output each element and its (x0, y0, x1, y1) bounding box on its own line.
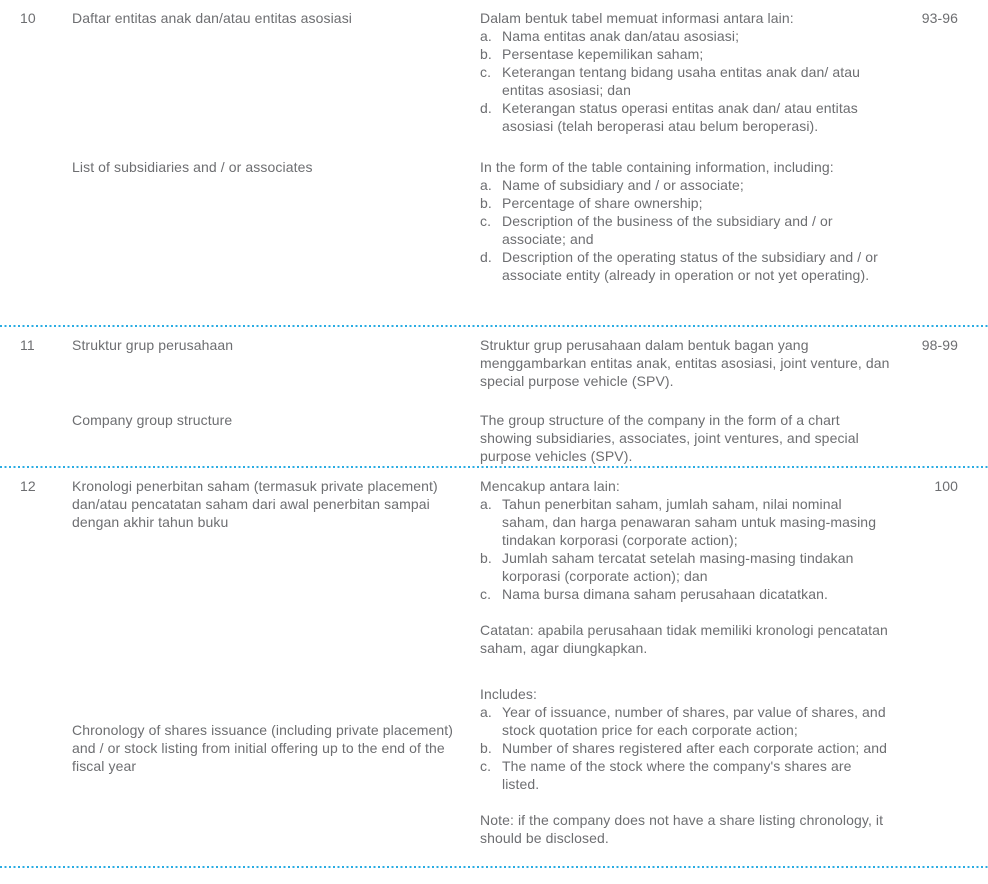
page-reference: 98-99 (921, 337, 958, 353)
item-letter: c. (480, 64, 492, 80)
list-item (480, 194, 890, 212)
title-id: Kronologi penerbitan saham (termasuk private placement) dan/atau pencatatan saham dari awal penerbitan sampai dengan akhir tahun buku (72, 478, 438, 530)
list-item (480, 27, 890, 45)
item-text: Keterangan status operasi entitas anak dan/ atau entitas asosiasi (telah beroperasi atau belum beroperasi). (502, 100, 858, 134)
title-id: Struktur grup perusahaan (72, 337, 234, 353)
criteria-row-12 (0, 468, 988, 868)
page-reference: 93-96 (921, 10, 958, 26)
list-item (480, 703, 890, 739)
page-reference: 100 (934, 478, 958, 494)
desc-intro-id: Struktur grup perusahaan dalam bentuk bagan yang menggambarkan entitas anak, entitas asosiasi, joint venture, dan special purpose vehicle (SPV). (480, 337, 890, 389)
item-text: Description of the operating status of the subsidiary and / or associate entity (already in operation or not yet operating). (502, 249, 878, 283)
item-letter: c. (480, 213, 492, 229)
list-item (480, 99, 890, 135)
list-item (480, 176, 890, 194)
item-letter: a. (480, 28, 492, 44)
description-id (480, 477, 890, 657)
item-letter: c. (480, 758, 492, 774)
item-letter: a. (480, 177, 492, 193)
criteria-row-10 (0, 0, 988, 327)
row-content (72, 336, 890, 468)
list-item (480, 495, 890, 549)
section-indonesian (72, 9, 890, 135)
title-id: Daftar entitas anak dan/atau entitas asosiasi (72, 10, 353, 26)
item-text: Year of issuance, number of shares, par value of shares, and stock quotation price for each corporate action; (502, 704, 886, 738)
list-item (480, 45, 890, 63)
list-item (480, 739, 890, 757)
row-content (72, 477, 890, 868)
list-item (480, 757, 890, 793)
description-en (480, 158, 890, 284)
item-letter: b. (480, 550, 492, 566)
section-indonesian (72, 336, 890, 390)
list-item (480, 212, 890, 248)
item-text: The name of the stock where the company's shares are listed. (502, 758, 852, 792)
section-indonesian (72, 477, 890, 657)
item-letter: b. (480, 740, 492, 756)
item-letter: d. (480, 100, 492, 116)
row-content (72, 9, 890, 327)
row-number: 11 (20, 337, 35, 353)
item-letter: d. (480, 249, 492, 265)
desc-intro-id: Mencakup antara lain: (480, 478, 620, 494)
item-text: Jumlah saham tercatat setelah masing-masing tindakan korporasi (corporate action); dan (502, 550, 854, 584)
title-en: Company group structure (72, 412, 233, 428)
row-number: 12 (20, 478, 36, 494)
desc-intro-id: Dalam bentuk tabel memuat informasi antara lain: (480, 10, 794, 26)
list-item (480, 248, 890, 284)
section-english (72, 685, 890, 847)
item-letter: b. (480, 46, 492, 62)
item-letter: c. (480, 586, 492, 602)
list-item (480, 549, 890, 585)
row-number: 10 (20, 10, 36, 26)
note-en: Note: if the company does not have a share listing chronology, it should be disclosed. (480, 812, 884, 846)
item-letter: a. (480, 704, 492, 720)
desc-intro-en: In the form of the table containing information, including: (480, 159, 834, 175)
item-text: Percentage of share ownership; (502, 195, 703, 211)
note-id: Catatan: apabila perusahaan tidak memiliki kronologi pencatatan saham, agar diungkapkan. (480, 622, 888, 656)
description-id (480, 9, 890, 135)
list-item (480, 63, 890, 99)
section-english (72, 411, 890, 465)
item-text: Persentase kepemilikan saham; (502, 46, 704, 62)
desc-intro-en: Includes: (480, 686, 537, 702)
criteria-row-11 (0, 327, 988, 468)
description-en (480, 411, 890, 465)
title-en: List of subsidiaries and / or associates (72, 159, 313, 175)
list-item (480, 585, 890, 603)
item-text: Nama bursa dimana saham perusahaan dicatatkan. (502, 586, 829, 602)
title-en: Chronology of shares issuance (including private placement) and / or stock listing from initial offering up to the end of the fiscal year (72, 722, 453, 774)
item-text: Number of shares registered after each corporate action; and (502, 740, 887, 756)
item-letter: b. (480, 195, 492, 211)
description-en (480, 685, 890, 847)
item-text: Name of subsidiary and / or associate; (502, 177, 744, 193)
item-text: Tahun penerbitan saham, jumlah saham, nilai nominal saham, dan harga penawaran saham untuk masing-masing tindakan korporasi (corporate action); (502, 496, 877, 548)
item-text: Nama entitas anak dan/atau asosiasi; (502, 28, 740, 44)
section-english (72, 158, 890, 284)
item-letter: a. (480, 496, 492, 512)
desc-intro-en: The group structure of the company in the form of a chart showing subsidiaries, associates, joint ventures, and special purpose vehicles (SPV). (480, 412, 859, 464)
item-text: Description of the business of the subsidiary and / or associate; and (502, 213, 833, 247)
item-text: Keterangan tentang bidang usaha entitas anak dan/ atau entitas asosiasi; dan (502, 64, 861, 98)
description-id (480, 336, 890, 390)
